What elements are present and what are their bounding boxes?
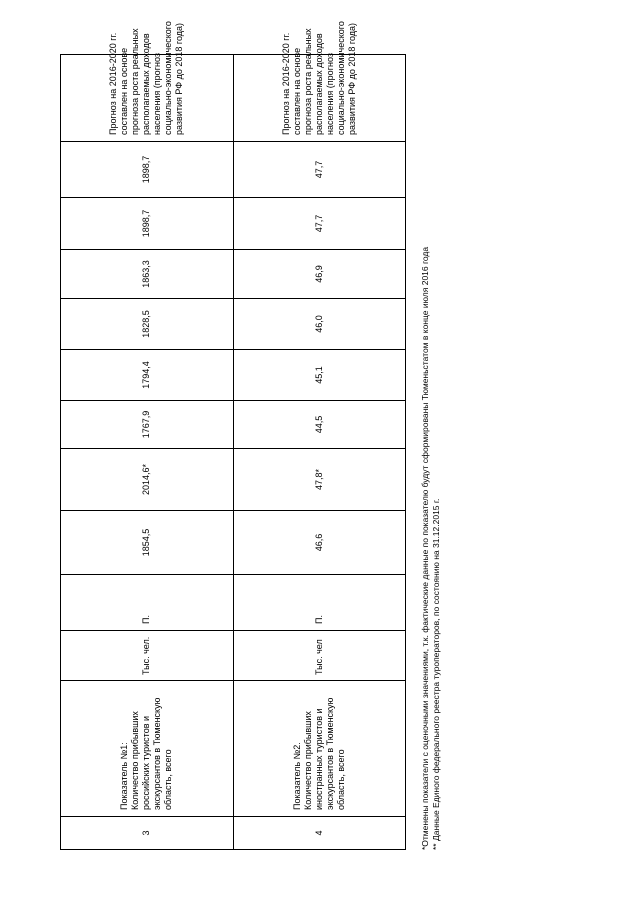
indicators-table [60, 21, 406, 850]
row-number: 3 [61, 817, 234, 850]
indicator-name: Показатель №1: Количество прибывших российских туристов и экскурсантов в Тюменскую область, всего [119, 697, 174, 810]
value-cell: 47,7 [233, 142, 406, 198]
note-cell: Прогноз на 2016-2020 гг. составлен на основе прогноза роста реальных располагаемых доходов населения (прогноз социально-экономического развития РФ до 2018 года) [280, 21, 357, 135]
value-cell: 1767,9 [61, 401, 234, 449]
value-cell: 46,9 [233, 250, 406, 299]
table-row [61, 55, 234, 850]
indicator-name: Показатель №2. Количество прибывших иностранных туристов и экскурсантов в Тюменскую область, всего [291, 697, 346, 810]
value-cell: 46,0 [233, 299, 406, 350]
value-cell: 1854,5 [61, 511, 234, 575]
footnote-estimates: *Отменены показатели с оценочными значениями, т.к. фактические данные по показателю будут сформированы Тюменьстатом в конце июля 2016 года [420, 246, 430, 850]
table-row [233, 55, 406, 850]
row-number: 4 [233, 817, 406, 850]
value-cell: 46,6 [233, 511, 406, 575]
value-cell: 1863,3 [61, 250, 234, 299]
value-cell: 1898,7 [61, 142, 234, 198]
value-cell: 45,1 [233, 350, 406, 401]
value-cell: 1794,4 [61, 350, 234, 401]
footnotes [420, 247, 442, 850]
value-cell: 1898,7 [61, 198, 234, 250]
value-cell: 47,8* [233, 449, 406, 511]
unit-cell: Тыс. чел. [141, 636, 152, 675]
unit-cell: Тыс. чел [313, 639, 324, 675]
value-cell: 44,5 [233, 401, 406, 449]
note-cell: Прогноз на 2016-2020 гг. составлен на основе прогноза роста реальных располагаемых доходов населения (прогноз социально-экономического развития РФ до 2018 года) [108, 21, 185, 135]
value-cell: 47,7 [233, 198, 406, 250]
type-cell: П. [233, 575, 406, 631]
value-cell: 2014,6* [61, 449, 234, 511]
type-cell: П. [61, 575, 234, 631]
footnote-registry: ** Данные Единого федерального реестра туроператоров, по состоянию на 31.12.2015 г. [431, 498, 441, 850]
value-cell: 1828,5 [61, 299, 234, 350]
